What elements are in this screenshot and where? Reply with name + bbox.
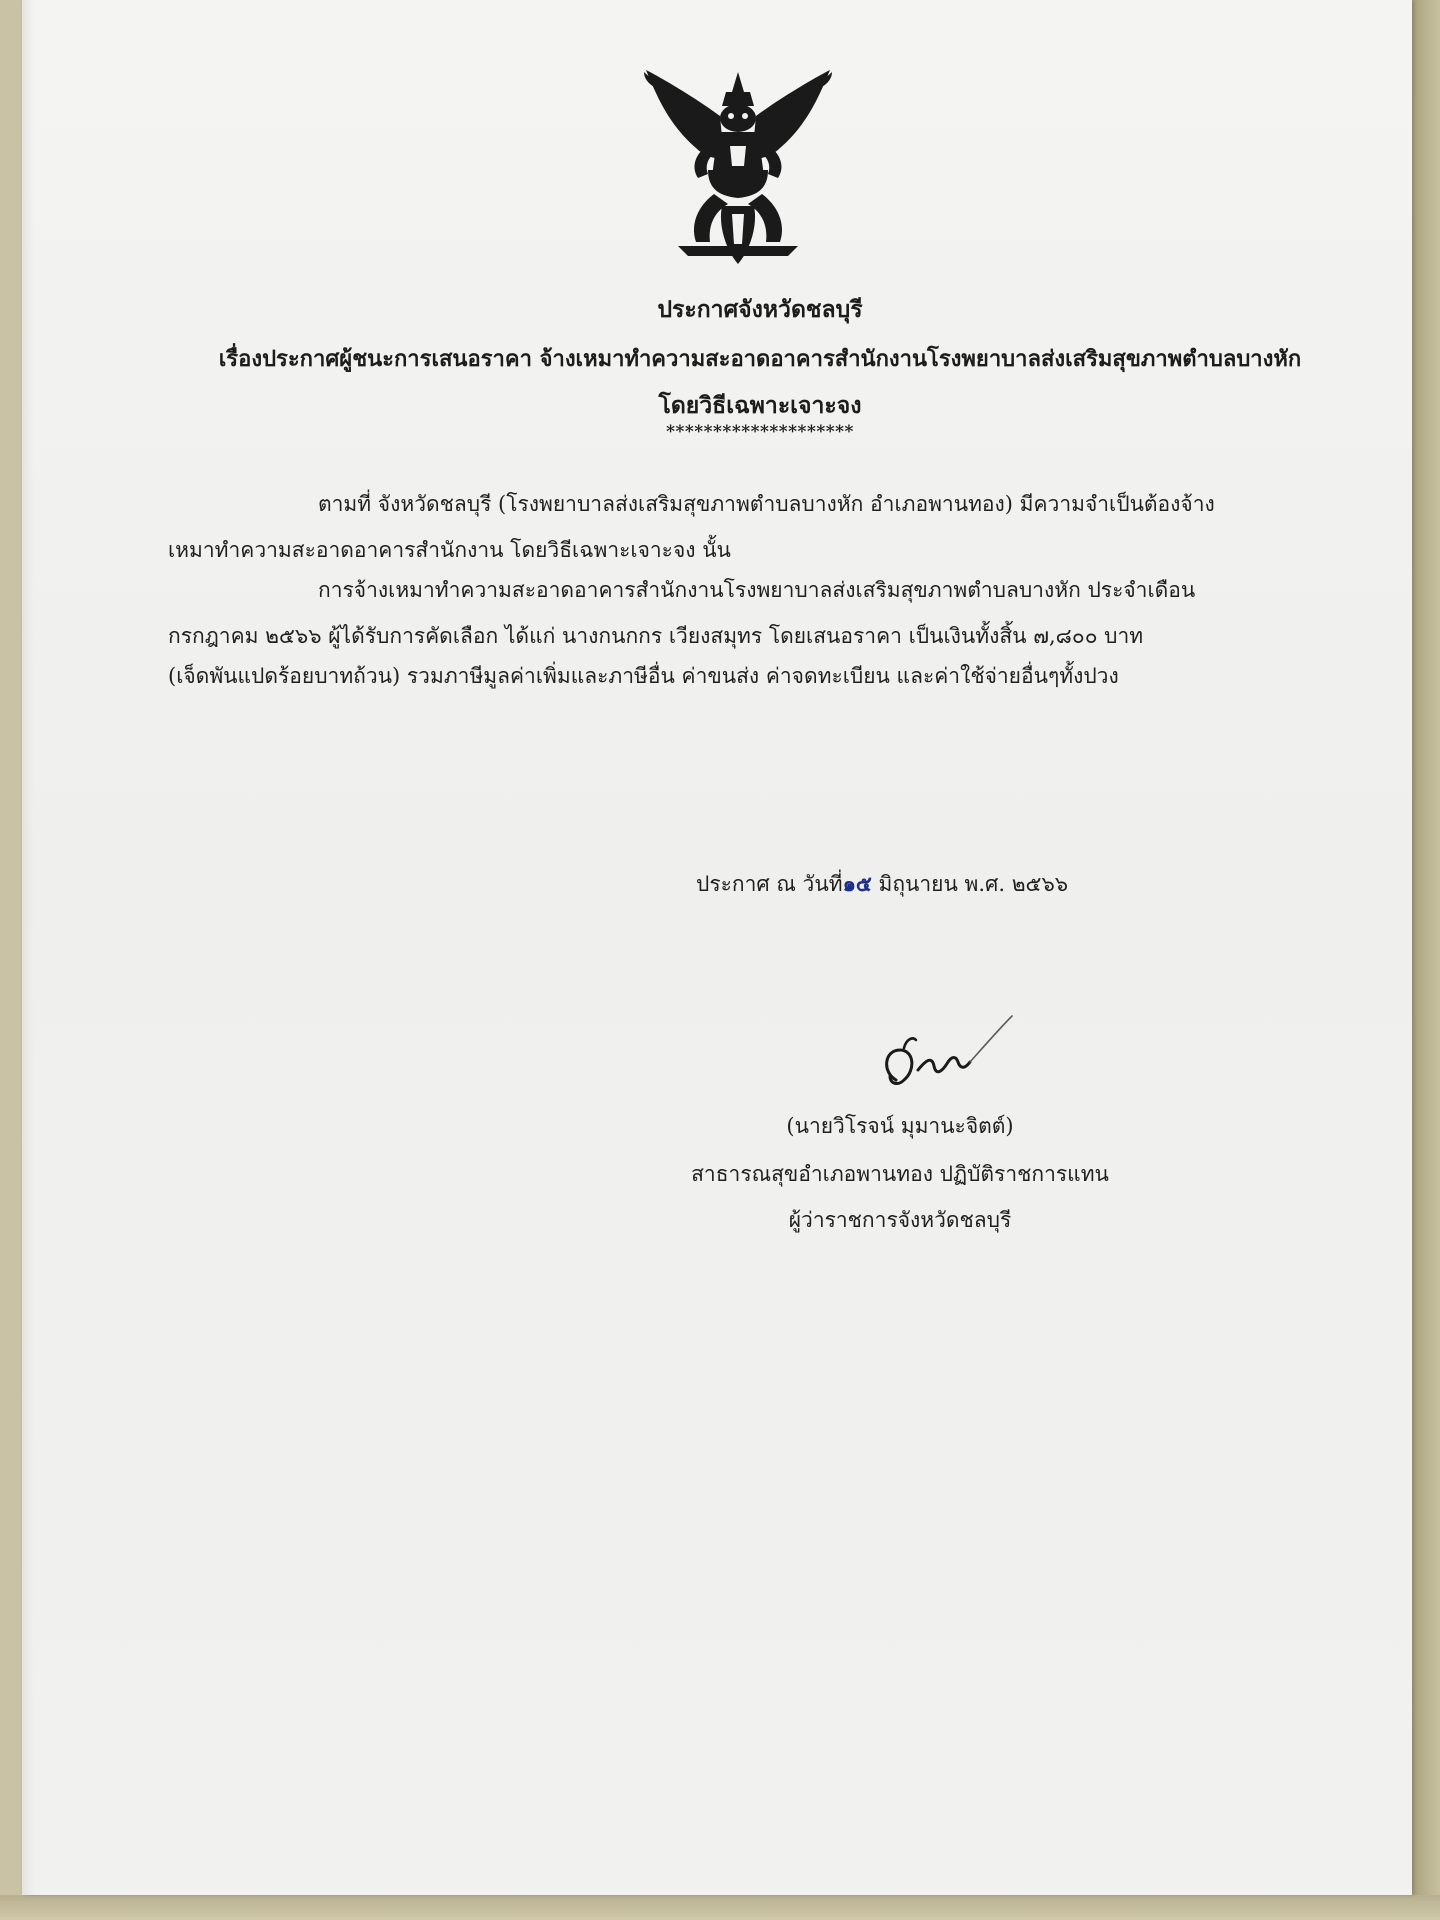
- body-line-2: เหมาทำความสะอาดอาคารสำนักงาน โดยวิธีเฉพาะเจาะจง นั้น: [168, 538, 731, 562]
- signatory-position: สาธารณสุขอำเภอพานทอง ปฏิบัติราชการแทน: [691, 1162, 1109, 1186]
- signatory-title: ผู้ว่าราชการจังหวัดชลบุรี: [788, 1208, 1012, 1232]
- body-line-4: กรกฎาคม ๒๕๖๖ ผู้ได้รับการคัดเลือก ได้แก่ นางกนกกร เวียงสมุทร โดยเสนอราคา เป็นเงินทั้งสิ้น ๗,๘๐๐ บาท: [168, 624, 1144, 648]
- announcement-title: ประกาศจังหวัดชลบุรี: [657, 296, 863, 323]
- separator-asterisks: ********************: [666, 422, 854, 442]
- date-suffix: มิถุนายน พ.ศ. ๒๕๖๖: [871, 872, 1069, 896]
- background-right-edge: [1412, 0, 1440, 1920]
- date-prefix: ประกาศ ณ วันที่: [696, 872, 843, 896]
- handwritten-signature: [860, 1010, 1030, 1110]
- announcement-subject: เรื่องประกาศผู้ชนะการเสนอราคา จ้างเหมาทำความสะอาดอาคารสำนักงานโรงพยาบาลส่งเสริมสุขภาพตำบลบางหัก: [218, 346, 1302, 372]
- signatory-name: (นายวิโรจน์ มุมานะจิตต์): [786, 1114, 1014, 1138]
- body-line-1: ตามที่ จังหวัดชลบุรี (โรงพยาบาลส่งเสริมสุขภาพตำบลบางหัก อำเภอพานทอง) มีความจำเป็นต้องจ้าง: [318, 492, 1215, 516]
- body-line-5: (เจ็ดพันแปดร้อยบาทถ้วน) รวมภาษีมูลค่าเพิ่มและภาษีอื่น ค่าขนส่ง ค่าจดทะเบียน และค่าใช้จ่ายอื่นๆทั้งปวง: [168, 664, 1119, 688]
- background-bottom-edge: [0, 1895, 1440, 1920]
- body-line-3: การจ้างเหมาทำความสะอาดอาคารสำนักงานโรงพยาบาลส่งเสริมสุขภาพตำบลบางหัก ประจำเดือน: [318, 578, 1196, 602]
- procurement-method: โดยวิธีเฉพาะเจาะจง: [658, 392, 862, 419]
- document-page: [22, 0, 1412, 1895]
- date-day-handwritten: ๑๕: [842, 871, 872, 896]
- announcement-date: [696, 868, 1068, 901]
- garuda-emblem: [638, 66, 838, 266]
